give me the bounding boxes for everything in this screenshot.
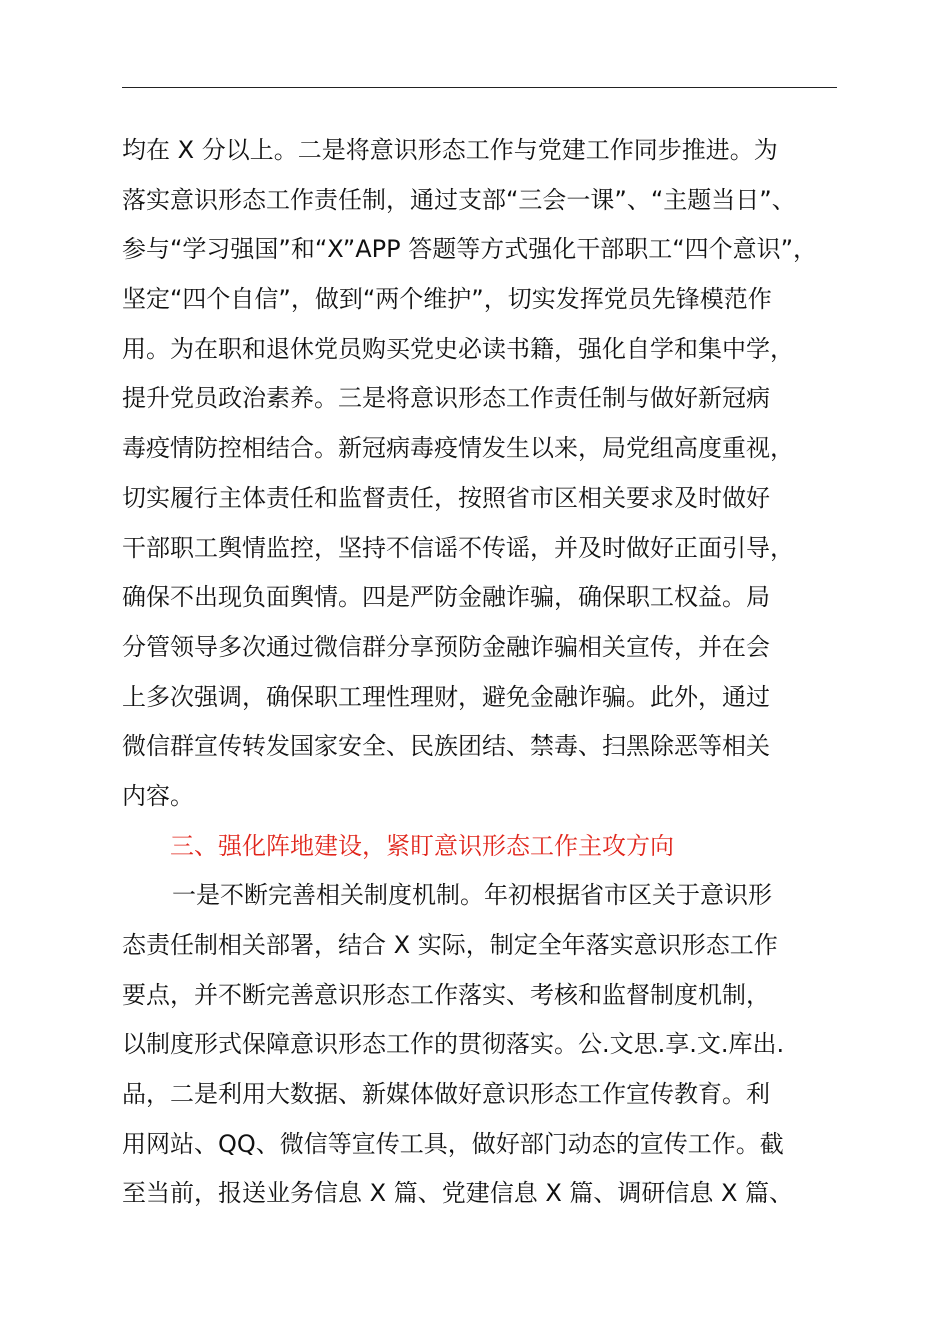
text-line: 至当前，报送业务信息 X 篇、党建信息 X 篇、调研信息 X 篇、 xyxy=(122,1179,794,1208)
text-line: 内容。 xyxy=(122,781,194,810)
text-line: 确保不出现负面舆情。四是严防金融诈骗，确保职工权益。局 xyxy=(122,583,770,612)
text-line: 坚定“四个自信”，做到“两个维护”，切实发挥党员先锋模范作 xyxy=(122,285,772,314)
text-line: 落实意识形态工作责任制，通过支部“三会一课”、“主题当日”、 xyxy=(122,185,796,214)
text-line: 上多次强调，确保职工理性理财，避免金融诈骗。此外，通过 xyxy=(122,682,770,711)
text-line: 品，二是利用大数据、新媒体做好意识形态工作宣传教育。利 xyxy=(122,1080,770,1109)
text-line: 态责任制相关部署，结合 X 实际，制定全年落实意识形态工作 xyxy=(122,931,778,959)
text-line: 用网站、QQ、微信等宣传工具，做好部门动态的宣传工作。截 xyxy=(122,1129,784,1158)
text-line: 均在 X 分以上。二是将意识形态工作与党建工作同步推进。为 xyxy=(122,136,778,164)
text-line: 以制度形式保障意识形态工作的贯彻落实。公.文思.享.文.库出. xyxy=(122,1030,785,1059)
text-line: 要点，并不断完善意识形态工作落实、考核和监督制度机制， xyxy=(122,980,770,1009)
section-heading: 三、强化阵地建设，紧盯意识形态工作主攻方向 xyxy=(170,831,674,860)
text-line: 一是不断完善相关制度机制。年初根据省市区关于意识形 xyxy=(172,881,772,910)
text-line: 毒疫情防控相结合。新冠病毒疫情发生以来，局党组高度重视， xyxy=(122,434,794,463)
text-line: 参与“学习强国”和“X”APP 答题等方式强化干部职工“四个意识”， xyxy=(122,235,818,264)
text-line: 提升党员政治素养。三是将意识形态工作责任制与做好新冠病 xyxy=(122,384,770,413)
text-line: 干部职工舆情监控，坚持不信谣不传谣，并及时做好正面引导， xyxy=(122,533,794,562)
text-line: 分管领导多次通过微信群分享预防金融诈骗相关宣传，并在会 xyxy=(122,632,770,661)
header-rule xyxy=(122,87,837,88)
document-body xyxy=(122,126,842,1219)
text-line: 切实履行主体责任和监督责任，按照省市区相关要求及时做好 xyxy=(122,483,770,512)
text-line: 用。为在职和退休党员购买党史必读书籍，强化自学和集中学， xyxy=(122,334,794,363)
text-line: 微信群宣传转发国家安全、民族团结、禁毒、扫黑除恶等相关 xyxy=(122,732,770,761)
